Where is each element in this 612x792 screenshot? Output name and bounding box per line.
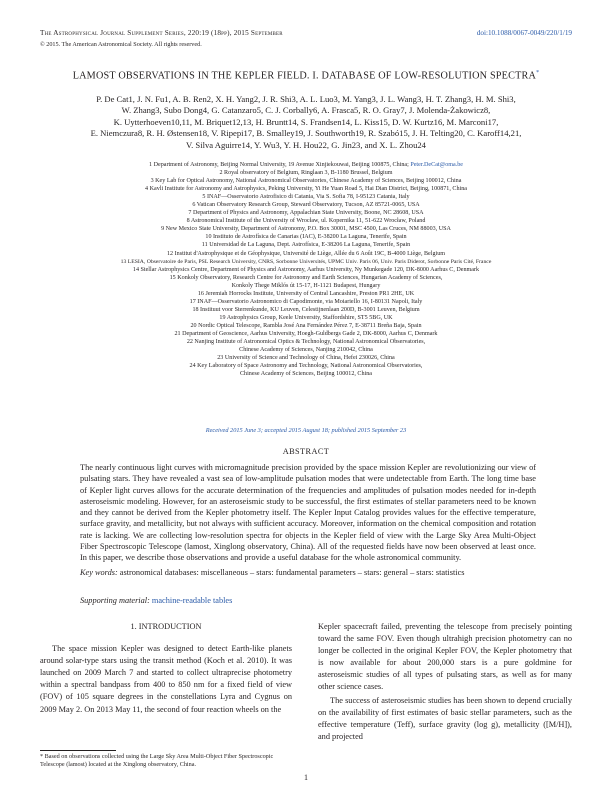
abstract-heading: ABSTRACT [282,447,330,456]
affiliation-item: 20 Nordic Optical Telescope, Rambla José Ana Fernández Pérez 7, E-38711 Breña Baja, Spain [190,322,422,329]
affiliation-item: 18 Instituut voor Sterrenkunde, KU Leuven, Celestijnenlaan 200D, B-3001 Leuven, Belgium [192,306,420,313]
section-heading: 1. INTRODUCTION [130,622,202,631]
abstract-text: The nearly continuous light curves with micromagnitude precision provided by the space mission Kepler are revolutionizing our view of pulsating stars. They have revealed a vast sea of low-amplitude pulsation modes that were undetectable from Earth. The long time base of Kepler light curves allows for the accurate determination of the frequencies and amplitudes of pulsation modes needed for in-depth asteroseismic modeling. However, for an asteroseismic study to be successful, the first estimates of stellar parameters need to be known and they cannot be derived from the Kepler photometry itself. The Kepler Input Catalog provides values for the effective temperature, surface gravity, and metallicity, but not always with sufficient accuracy. Moreover, information on the chemical composition and rotation rate is lacking. We are collecting low-resolution spectra for objects in the Kepler field of view with the Large Sky Area Multi-Object Fiber Spectroscopic Telescope (lamost, Xinglong observatory, China). All of the requested fields have now been observed at least once. In this paper, we describe those observations and provide a useful database for the whole astronomical community. [80,463,536,563]
keywords-label: Key words: [80,568,118,577]
affiliation-item: 17 INAF—Osservatorio Astronomico di Capodimonte, via Moiariello 16, I-80131 Napoli, Italy [189,298,423,305]
keywords-text: astronomical databases: miscellaneous – stars: fundamental parameters – stars: general – stars: statistics [119,568,465,577]
copyright: © 2015. The American Astronomical Society. All rights reserved. [40,41,202,48]
affiliation-item: 6 Vatican Observatory Research Group, Steward Observatory, Tucson, AZ 85721-0065, USA [192,202,420,209]
affiliation-item: 13 LESIA, Observatoire de Paris, PSL Research University, CNRS, Sorbonne Universités, UPMC Univ. Paris 06, Univ. Paris Diderot, Sorbonne Paris Cité, France [120,258,492,265]
affiliation-item: 16 Jeremiah Horrocks Institute, University of Central Lancashire, Preston PR1 2HE, UK [197,290,415,297]
footnote-divider [40,750,116,751]
affiliation-item: 12 Institut d'Astrophysique et de Géophysique, Université de Liège, Allée du 6 Août 19C, B-4000 Liège, Belgium [167,250,445,257]
author-list [60,94,552,151]
intro-paragraph: The success of asteroseismic studies has been shown to depend crucially on the availability of first estimates of basic stellar parameters, such as the effective temperature (Teff), surface gravity (log g), metallicity ([M/H]), and projected [318,695,572,741]
email-link[interactable]: Peter.DeCat@oma.be [410,162,463,168]
affiliation-item: 9 New Mexico State University, Department of Astronomy, P.O. Box 30001, MSC 4500, Las Cruces, NM 88003, USA [161,226,451,233]
affiliation-item: 11 Universidad de La Laguna, Dept. Astrofísica, E-38206 La Laguna, Tenerife, Spain [201,242,411,249]
journal-name: The Astrophysical Journal Supplement Series, 220:19 (18pp), 2015 September [40,29,283,37]
intro-paragraph: The space mission Kepler was designed to detect Earth-like planets around solar-type stars using the transit method (Koch et al. 2010). It was launched on 2009 March 7 and started to collect ultraprecise photometry within a spectral bandpass from 400 to 850 nm for a fixed field of view (FOV) of 105 square degrees in the constellations Lyra and Cygnus on 2009 May 2. On 2013 May 11, the second of four reaction wheels on the [40,644,292,714]
author-line: K. Uytterhoeven10,11, M. Briquet12,13, H. Bruntt14, S. Frandsen14, L. Kiss15, D. W. Kurtz16, M. Marconi17, [113,116,499,127]
affiliation-item: 4 Kavli Institute for Astronomy and Astrophysics, Peking University, Yi He Yuan Road 5, Hai Dian District, Beijing, 100871, China [145,186,467,193]
title-footnote-mark[interactable]: * [536,70,540,76]
paper-title [40,70,572,81]
affiliation-item: 14 Stellar Astrophysics Centre, Department of Physics and Astronomy, Aarhus University, Ny Munkegade 120, DK-8000 Aarhus C, Denmark [132,266,480,273]
affiliation-item: 24 Key Laboratory of Space Astronomy and Technology, National Astronomical Observatories, [189,363,423,370]
affiliation-item: 19 Astrophysics Group, Keele University, Staffordshire, ST5 5BG, UK [219,314,393,321]
affiliation-item: 15 Konkoly Observatory, Research Centre for Astronomy and Earth Sciences, Hungarian Academy of Sciences, [169,274,443,281]
supporting-link[interactable]: machine-readable tables [151,596,233,605]
page-number: 1 [304,773,308,782]
affiliation-item: 1 Department of Astronomy, Beijing Normal University, 19 Avenue Xinjiekouwai, Beijing 100875, China; Peter.DeCat@oma.be [149,162,463,168]
affiliation-item: 7 Department of Physics and Astronomy, Appalachian State University, Boone, NC 28608, USA [188,210,424,217]
author-line: E. Niemczura8, R. H. Østensen18, V. Ripepi17, B. Smalley19, J. Southworth19, R. Szabó15, J. H. Telting20, C. Karoff14,21, [90,128,522,139]
author-line: W. Zhang3, Subo Dong4, G. Catanzaro5, C. J. Corbally6, A. Frasca5, R. O. Gray7, J. Molenda-Żakowicz8, [121,105,491,116]
affiliation-item: 23 University of Science and Technology of China, Hefei 230026, China [217,355,395,362]
title-text: LAMOST OBSERVATIONS IN THE KEPLER FIELD. I. DATABASE OF LOW-RESOLUTION SPECTRA [72,70,537,82]
author-line: P. De Cat1, J. N. Fu1, A. B. Ren2, X. H. Yang2, J. R. Shi3, A. L. Luo3, M. Yang3, J. L. Wang3, H. T. Zhang3, H. M. Shi3, [96,94,516,104]
doi-link[interactable]: doi:10.1088/0067-0049/220/1/19 [476,29,572,37]
affiliation-item: 2 Royal observatory of Belgium, Ringlaan 3, B-1180 Brussel, Belgium [219,170,393,177]
supporting-label: Supporting material: [80,596,150,605]
affiliation-item: 22 Nanjing Institute of Astronomical Optics & Technology, National Astronomical Observatories, [186,339,426,346]
affiliation-item: 21 Department of Geoscience, Aarhus University, Hoegh-Guldbergs Gade 2, DK-8000, Aarhus C, Denmark [174,330,438,337]
affiliation-item: 8 Astronomical Institute of the University of Wrocław, ul. Kopernika 11, 51-622 Wrocław, Poland [186,218,426,225]
affiliation-item: Chinese Academy of Sciences, Nanjing 210042, China [239,347,373,354]
received-dates: Received 2015 June 3; accepted 2015 August 18; published 2015 September 23 [205,427,407,434]
left-column [40,621,292,716]
supporting-material [80,596,536,605]
affiliation-item: Chinese Academy of Sciences, Beijing 100012, China [239,371,372,378]
intro-paragraph: Kepler spacecraft failed, preventing the telescope from precisely pointing toward the same FOV. Even though ultrahigh precision photometry can no longer be collected in the original Kepler FOV, the Kepler photometry that is now available for about 200,000 stars is a pure goldmine for asteroseismic studies of all types of pulsating stars, as well as for many other science cases. [318,622,572,692]
affiliation-item: Konkoly Thege Miklós út 15-17, H-1121 Budapest, Hungary [231,282,381,289]
footnote: * Based on observations collected using the Large Sky Area Multi-Object Fiber Spectroscopic Telescope (lamost) located at the Xinglong observatory, China. [40,753,274,768]
author-line: V. Silva Aguirre14, Y. Wu3, Y. H. Hou22, G. Jin23, and X. L. Zhou24 [186,139,426,150]
affiliation-list [40,161,572,378]
affiliation-item: 10 Instituto de Astrofísica de Canarias (IAC), E-38200 La Laguna, Tenerife, Spain [205,234,407,241]
affiliation-item: 5 INAF—Osservatorio Astrofisico di Catania, Via S. Sofia 78, I-95123 Catania, Italy [202,194,410,201]
right-column [318,621,572,743]
keywords [80,567,536,578]
affiliation-item: 3 Key Lab for Optical Astronomy, National Astronomical Observatories, Chinese Academy of Sciences, Beijing 100012, China [150,178,462,185]
